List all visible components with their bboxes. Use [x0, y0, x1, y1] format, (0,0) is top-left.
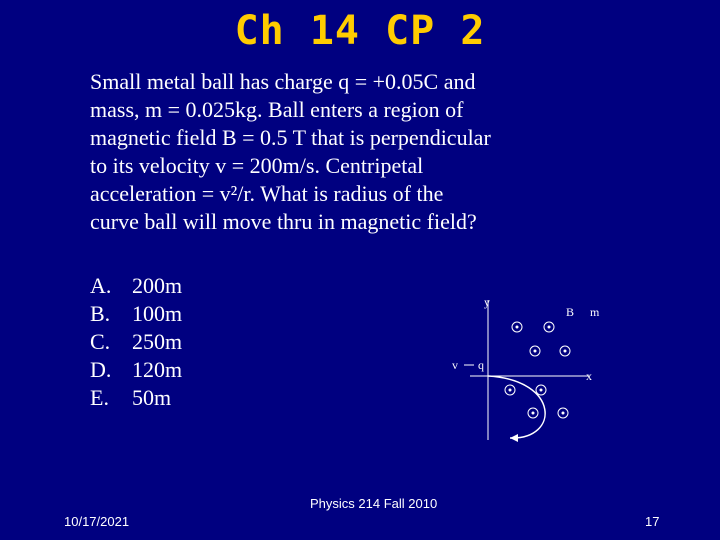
x-axis-label: x: [586, 369, 592, 383]
footer-date: 10/17/2021: [64, 514, 130, 529]
charge-label: q: [478, 358, 484, 372]
choice-text: 120m: [132, 357, 183, 382]
field-out-of-page-icon: [505, 322, 570, 418]
slide-title: Ch 14 CP 2: [234, 8, 486, 54]
question-line: magnetic field B = 0.5 T that is perpendicular: [90, 125, 491, 150]
choice-c: [90, 328, 182, 356]
choice-text: 100m: [132, 301, 183, 326]
page-number: 17: [645, 514, 660, 529]
choice-letter: B.: [90, 301, 111, 326]
question-line: acceleration = v²/r. What is radius of the: [90, 181, 444, 206]
trajectory-arrowhead: [510, 434, 518, 442]
question-line: to its velocity v = 200m/s. Centripetal: [90, 153, 424, 178]
choice-d: [90, 356, 182, 384]
footer-course: Physics 214 Fall 2010: [310, 496, 438, 511]
choice-letter: D.: [90, 357, 112, 382]
choice-letter: C.: [90, 329, 111, 354]
magnetic-field-diagram: [440, 290, 620, 450]
choice-e: [90, 384, 182, 412]
choice-a: [90, 272, 182, 300]
question-line: mass, m = 0.025kg. Ball enters a region of: [90, 97, 464, 122]
choice-letter: A.: [90, 273, 112, 298]
velocity-label: v: [452, 358, 458, 372]
y-axis-label: y: [484, 295, 490, 309]
unit-label: m: [590, 305, 600, 319]
choice-text: 200m: [132, 273, 183, 298]
choice-text: 50m: [132, 385, 172, 410]
choice-letter: E.: [90, 385, 109, 410]
choice-text: 250m: [132, 329, 183, 354]
question-line: Small metal ball has charge q = +0.05C and: [90, 69, 476, 94]
choice-b: [90, 300, 182, 328]
trajectory-curve: [488, 376, 545, 438]
answer-choices: [90, 272, 182, 412]
question-line: curve ball will move thru in magnetic field?: [90, 209, 477, 234]
question-text: [90, 68, 560, 236]
field-label: B: [566, 305, 575, 319]
